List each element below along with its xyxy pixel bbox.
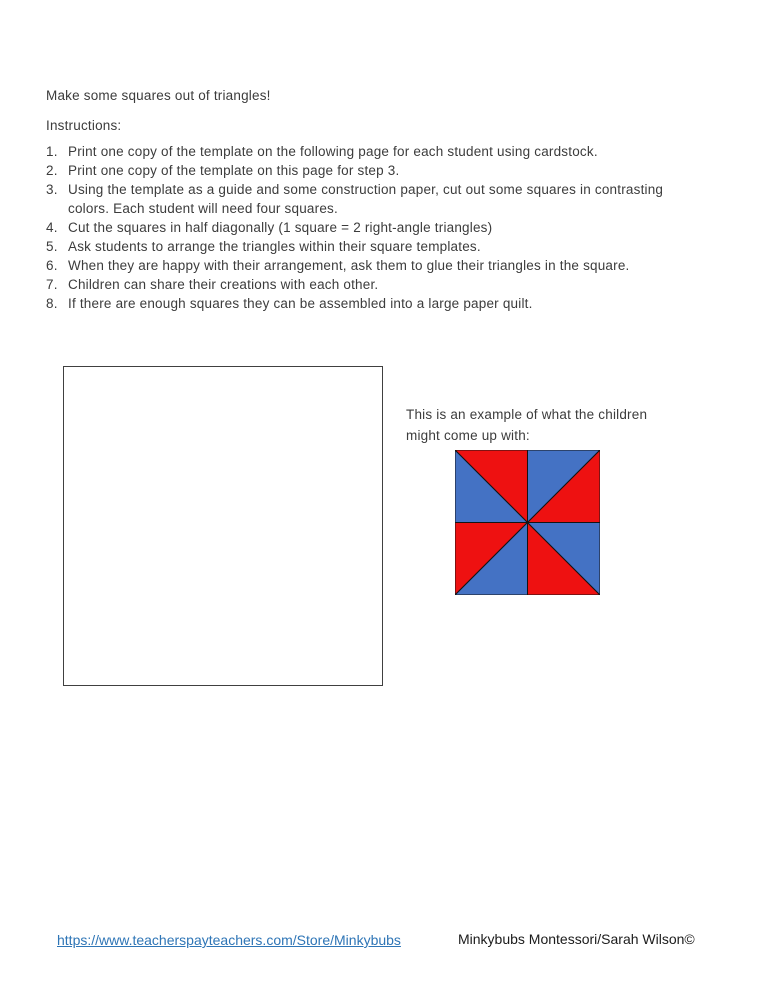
example-caption: This is an example of what the children might come up with: bbox=[406, 407, 648, 443]
instruction-number: 6. bbox=[46, 258, 58, 273]
instruction-text: Cut the squares in half diagonally (1 square = 2 right-angle triangles) bbox=[68, 220, 493, 235]
instruction-item-8 bbox=[46, 294, 670, 313]
instruction-number: 4. bbox=[46, 220, 58, 235]
instruction-number: 3. bbox=[46, 182, 58, 197]
instruction-text: Ask students to arrange the triangles within their square templates. bbox=[68, 239, 481, 254]
instruction-text: When they are happy with their arrangement, ask them to glue their triangles in the square. bbox=[68, 258, 630, 273]
instruction-item-7 bbox=[46, 275, 670, 294]
instruction-item-2 bbox=[46, 161, 670, 180]
instruction-item-1 bbox=[46, 142, 670, 161]
instruction-text: Print one copy of the template on the following page for each student using cardstock. bbox=[68, 144, 598, 159]
instructions-list bbox=[46, 142, 670, 313]
author-credit: Minkybubs Montessori/Sarah Wilson© bbox=[458, 931, 695, 947]
instruction-item-3 bbox=[46, 180, 670, 218]
store-link[interactable]: https://www.teacherspayteachers.com/Store/Minkybubs bbox=[57, 932, 401, 948]
page-title: Make some squares out of triangles! bbox=[46, 88, 271, 103]
instruction-number: 5. bbox=[46, 239, 58, 254]
pinwheel-example-image bbox=[455, 450, 600, 595]
instructions-heading: Instructions: bbox=[46, 118, 122, 133]
instruction-number: 8. bbox=[46, 296, 58, 311]
instruction-text: Print one copy of the template on this page for step 3. bbox=[68, 163, 400, 178]
blank-square-template bbox=[63, 366, 383, 686]
instruction-number: 2. bbox=[46, 163, 58, 178]
instruction-text: Using the template as a guide and some construction paper, cut out some squares in contrasting colors. Each student will need four squares. bbox=[68, 182, 664, 216]
instruction-item-4 bbox=[46, 218, 670, 237]
instruction-text: Children can share their creations with each other. bbox=[68, 277, 379, 292]
instruction-item-5 bbox=[46, 237, 670, 256]
instruction-text: If there are enough squares they can be assembled into a large paper quilt. bbox=[68, 296, 533, 311]
instruction-item-6 bbox=[46, 256, 670, 275]
instruction-number: 7. bbox=[46, 277, 58, 292]
instruction-number: 1. bbox=[46, 144, 58, 159]
